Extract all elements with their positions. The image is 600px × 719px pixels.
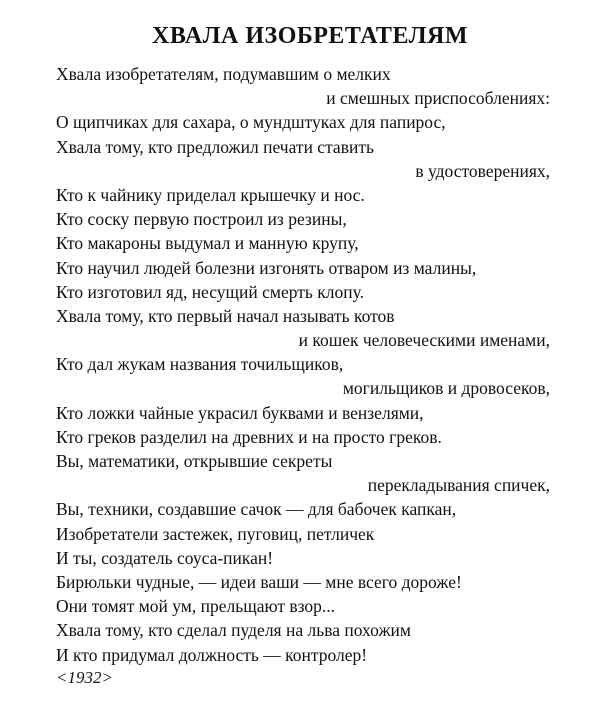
poem-line: и смешных приспособлениях: [326,88,550,109]
poem-line: Кто к чайнику приделал крышечку и нос. [56,184,365,205]
poem-line: Кто ложки чайные украсил буквами и вензелями, [56,402,424,423]
poem-line: И ты, создатель соуса-пикан! [56,547,274,568]
poem-line: Кто дал жукам названия точильщиков, [56,354,344,375]
poem-line: Хвала изобретателям, подумавшим о мелких [56,64,391,84]
poem-line: О щипчиках для сахара, о мундштуках для папирос, [56,112,446,133]
poem-line: Вы, математики, открывшие секреты [56,451,333,471]
poem-line: Кто научил людей болезни изгонять отваром из малины, [56,257,477,278]
poem-line: И кто придумал должность — контролер! [56,644,368,665]
poem-line: могильщиков и дровосеков, [342,378,550,399]
poem-line: Хвала тому, кто предложил печати ставить [56,136,374,157]
poem-line: Кто макароны выдумал и манную крупу, [56,233,359,254]
poem-line: Бирюльки чудные, — идеи ваши — мне всего дороже! [56,571,462,592]
poem-line: Они томят мой ум, прельщают взор... [56,596,336,617]
poem-line: Кто изготовил яд, несущий смерть клопу. [56,281,364,302]
poem-line: перекладывания спичек, [367,475,550,496]
poem-line: Хвала тому, кто первый начал называть котов [56,305,395,326]
poem-line: в удостоверениях, [415,160,550,181]
poem-line: Кто соску первую построил из резины, [56,209,347,230]
poem-line: и кошек человеческими именами, [298,330,550,351]
poem-line: Вы, техники, создавшие сачок — для бабочек капкан, [56,499,457,520]
poem-date: <1932> [56,668,113,687]
poem-line: Кто греков разделил на древних и на просто греков. [56,426,442,447]
poem-line: Хвала тому, кто сделал пуделя на льва похожим [56,620,411,641]
poem-line: Изобретатели застежек, пуговиц, петличек [56,523,375,544]
poem-body [56,62,550,667]
poem-title: ХВАЛА ИЗОБРЕТАТЕЛЯМ [151,23,468,49]
